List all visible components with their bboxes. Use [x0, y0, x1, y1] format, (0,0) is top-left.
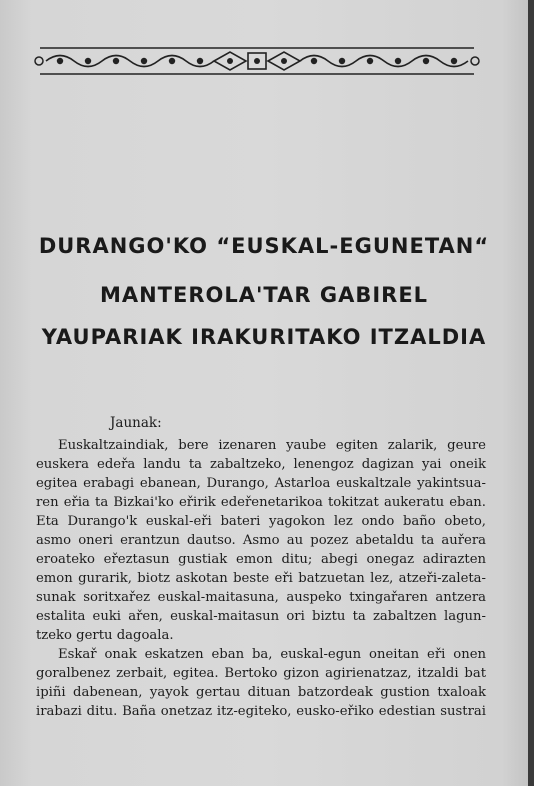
text-line: estalita euki ařen, euskal-maitasun ori biztu ta zabaltzen lagun-	[36, 609, 486, 624]
text-line: eroateko eřeztasun gustiak emon ditu; abegi onegaz adirazten	[36, 552, 486, 567]
text-line: Eta Durango'k euskal-eři bateri yagokon lez ondo baño obeto,	[36, 514, 486, 529]
decorative-header-border	[34, 46, 480, 76]
page-edge	[528, 0, 534, 786]
title-line-1: DURANGO'KO “EUSKAL-EGUNETAN“	[38, 234, 490, 258]
text-line: goralbenez zerbait, egitea. Bertoko gizon agirienatzaz, itzaldi bat	[36, 666, 486, 681]
title-line-2: MANTEROLA'TAR GABIREL	[99, 283, 429, 307]
text-line: ren eřia ta Bizkai'ko eřirik edeřenetarikoa tokitzat aukeratu eban.	[36, 495, 486, 510]
text-line: tzeko gertu dagoala.	[36, 628, 174, 643]
text-line: ipiñi dabenean, yayok gertau dituan batzordeak gustion txaloak	[36, 685, 486, 700]
body-text	[36, 436, 486, 721]
text-line: Eskař onak eskatzen eban ba, euskal-egun oneitan eři onen	[58, 647, 486, 662]
salutation: Jaunak:	[110, 415, 162, 431]
text-line: irabazi ditu. Baña onetzaz itz-egiteko, eusko-eřiko edestian sustrai	[36, 704, 486, 719]
text-line: emon gurarik, biotz askotan beste eři batzuetan lez, atzeři-zaleta-	[36, 571, 486, 586]
title-line-3: YAUPARIAK IRAKURITAKO ITZALDIA	[41, 325, 487, 349]
text-line: sunak soritхařez euskal-maitasuna, auspeko txingařaren antzera	[36, 590, 486, 605]
text-line: euskera edeřa landu ta zabaltzeko, lenengoz dagizan yai oneik	[36, 457, 486, 472]
text-line: asmo oneri erantzun dautso. Asmo au pozez abetaldu ta auřera	[36, 533, 486, 548]
text-line: Euskaltzaindiak, bere izenaren yaube egiten zalarik, geure	[58, 438, 486, 453]
text-line: egitea erabagi ebanean, Durango, Astarloa euskaltzale yakintsua-	[36, 476, 486, 491]
